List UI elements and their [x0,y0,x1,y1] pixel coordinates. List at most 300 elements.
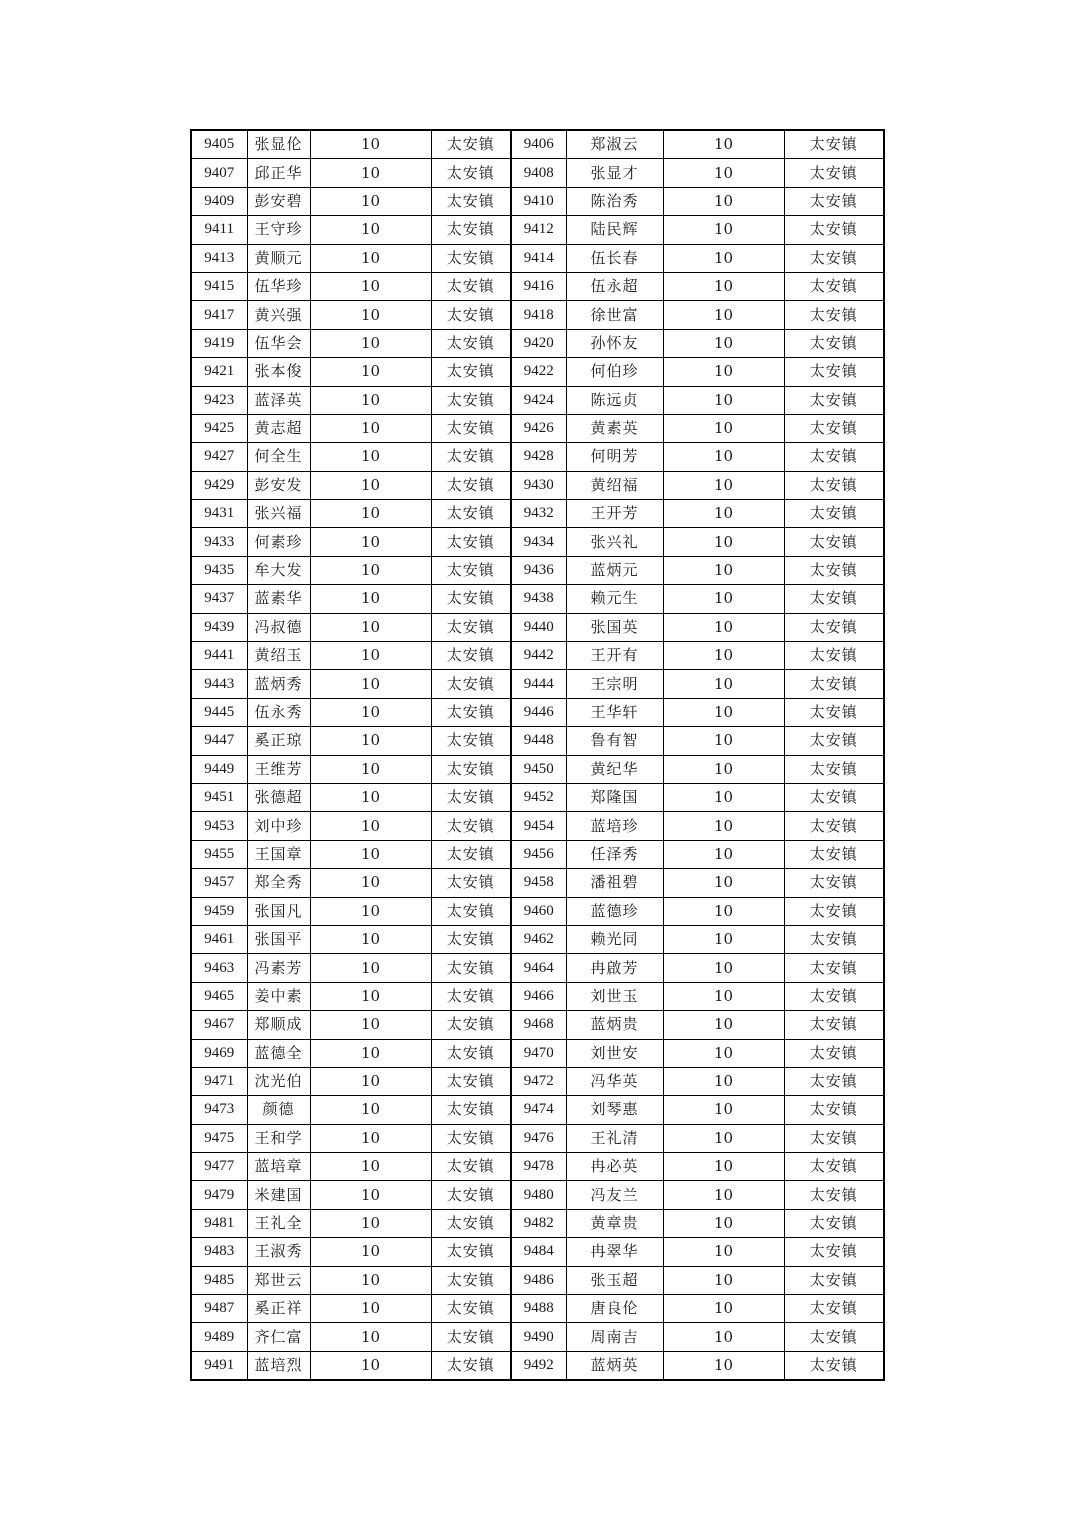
serial-number-cell: 9451 [191,783,247,811]
town-cell: 太安镇 [431,1011,511,1039]
amount-cell: 10 [310,358,431,386]
serial-number-cell: 9456 [511,840,566,868]
name-cell: 鲁有智 [566,727,663,755]
name-cell: 齐仁富 [247,1323,310,1351]
town-cell: 太安镇 [784,1067,884,1095]
serial-number-cell: 9419 [191,329,247,357]
amount-cell: 10 [663,358,784,386]
serial-number-cell: 9463 [191,954,247,982]
town-cell: 太安镇 [431,500,511,528]
table-row [191,500,884,528]
table-row [191,1067,884,1095]
serial-number-cell: 9428 [511,443,566,471]
town-cell: 太安镇 [431,869,511,897]
name-cell: 张国平 [247,925,310,953]
amount-cell: 10 [310,414,431,442]
serial-number-cell: 9485 [191,1266,247,1294]
town-cell: 太安镇 [784,613,884,641]
town-cell: 太安镇 [784,783,884,811]
table-row [191,954,884,982]
table-row [191,272,884,300]
serial-number-cell: 9446 [511,698,566,726]
table-row [191,130,884,159]
town-cell: 太安镇 [431,1351,511,1380]
amount-cell: 10 [310,1153,431,1181]
amount-cell: 10 [310,1124,431,1152]
name-cell: 蓝培烈 [247,1351,310,1380]
town-cell: 太安镇 [431,670,511,698]
serial-number-cell: 9457 [191,869,247,897]
town-cell: 太安镇 [431,386,511,414]
amount-cell: 10 [310,471,431,499]
name-cell: 蓝炳秀 [247,670,310,698]
serial-number-cell: 9408 [511,159,566,187]
town-cell: 太安镇 [431,130,511,159]
name-cell: 伍长春 [566,244,663,272]
serial-number-cell: 9465 [191,982,247,1010]
name-cell: 陈远贞 [566,386,663,414]
town-cell: 太安镇 [784,130,884,159]
name-cell: 王华轩 [566,698,663,726]
town-cell: 太安镇 [431,783,511,811]
town-cell: 太安镇 [784,386,884,414]
name-cell: 蓝德珍 [566,897,663,925]
serial-number-cell: 9470 [511,1039,566,1067]
amount-cell: 10 [663,1124,784,1152]
amount-cell: 10 [663,840,784,868]
serial-number-cell: 9488 [511,1295,566,1323]
name-cell: 赖元生 [566,585,663,613]
town-cell: 太安镇 [431,301,511,329]
serial-number-cell: 9415 [191,272,247,300]
amount-cell: 10 [663,1181,784,1209]
name-cell: 张国凡 [247,897,310,925]
serial-number-cell: 9473 [191,1096,247,1124]
serial-number-cell: 9474 [511,1096,566,1124]
amount-cell: 10 [663,1011,784,1039]
town-cell: 太安镇 [784,1323,884,1351]
amount-cell: 10 [663,1153,784,1181]
town-cell: 太安镇 [431,358,511,386]
serial-number-cell: 9475 [191,1124,247,1152]
serial-number-cell: 9460 [511,897,566,925]
table-row [191,783,884,811]
town-cell: 太安镇 [784,244,884,272]
table-row [191,1153,884,1181]
name-cell: 牟大发 [247,556,310,584]
name-cell: 奚正祥 [247,1295,310,1323]
serial-number-cell: 9430 [511,471,566,499]
amount-cell: 10 [310,1351,431,1380]
name-cell: 蓝炳英 [566,1351,663,1380]
town-cell: 太安镇 [431,925,511,953]
town-cell: 太安镇 [431,897,511,925]
town-cell: 太安镇 [431,642,511,670]
serial-number-cell: 9406 [511,130,566,159]
amount-cell: 10 [310,500,431,528]
serial-number-cell: 9437 [191,585,247,613]
table-row [191,1238,884,1266]
amount-cell: 10 [310,869,431,897]
town-cell: 太安镇 [431,585,511,613]
table-row [191,670,884,698]
serial-number-cell: 9489 [191,1323,247,1351]
serial-number-cell: 9429 [191,471,247,499]
name-cell: 张本俊 [247,358,310,386]
amount-cell: 10 [310,329,431,357]
town-cell: 太安镇 [431,698,511,726]
serial-number-cell: 9441 [191,642,247,670]
serial-number-cell: 9466 [511,982,566,1010]
town-cell: 太安镇 [784,1295,884,1323]
serial-number-cell: 9479 [191,1181,247,1209]
name-cell: 刘琴惠 [566,1096,663,1124]
town-cell: 太安镇 [784,954,884,982]
serial-number-cell: 9405 [191,130,247,159]
serial-number-cell: 9455 [191,840,247,868]
serial-number-cell: 9432 [511,500,566,528]
serial-number-cell: 9464 [511,954,566,982]
serial-number-cell: 9434 [511,528,566,556]
amount-cell: 10 [310,1323,431,1351]
town-cell: 太安镇 [784,443,884,471]
name-cell: 郑隆国 [566,783,663,811]
town-cell: 太安镇 [784,1181,884,1209]
town-cell: 太安镇 [784,727,884,755]
town-cell: 太安镇 [784,301,884,329]
amount-cell: 10 [310,443,431,471]
amount-cell: 10 [310,1096,431,1124]
serial-number-cell: 9491 [191,1351,247,1380]
town-cell: 太安镇 [431,1096,511,1124]
name-cell: 蓝炳贵 [566,1011,663,1039]
name-cell: 黄志超 [247,414,310,442]
name-cell: 张显才 [566,159,663,187]
serial-number-cell: 9411 [191,216,247,244]
town-cell: 太安镇 [431,528,511,556]
amount-cell: 10 [310,1181,431,1209]
serial-number-cell: 9422 [511,358,566,386]
amount-cell: 10 [663,1096,784,1124]
name-cell: 伍永超 [566,272,663,300]
amount-cell: 10 [310,159,431,187]
table-row [191,1295,884,1323]
serial-number-cell: 9448 [511,727,566,755]
table-row [191,698,884,726]
amount-cell: 10 [663,443,784,471]
amount-cell: 10 [310,727,431,755]
serial-number-cell: 9484 [511,1238,566,1266]
name-cell: 邱正华 [247,159,310,187]
serial-number-cell: 9445 [191,698,247,726]
name-cell: 沈光伯 [247,1067,310,1095]
name-cell: 刘世玉 [566,982,663,1010]
table-row [191,613,884,641]
table-row [191,727,884,755]
town-cell: 太安镇 [784,272,884,300]
town-cell: 太安镇 [431,1238,511,1266]
name-cell: 姜中素 [247,982,310,1010]
amount-cell: 10 [310,1295,431,1323]
town-cell: 太安镇 [431,471,511,499]
amount-cell: 10 [310,1039,431,1067]
town-cell: 太安镇 [784,528,884,556]
table-row [191,812,884,840]
amount-cell: 10 [663,1039,784,1067]
roster-table [190,129,885,1381]
name-cell: 黄素英 [566,414,663,442]
serial-number-cell: 9443 [191,670,247,698]
name-cell: 张国英 [566,613,663,641]
town-cell: 太安镇 [784,187,884,215]
town-cell: 太安镇 [784,840,884,868]
town-cell: 太安镇 [431,1039,511,1067]
amount-cell: 10 [663,187,784,215]
name-cell: 黄绍福 [566,471,663,499]
amount-cell: 10 [663,783,784,811]
town-cell: 太安镇 [431,613,511,641]
serial-number-cell: 9418 [511,301,566,329]
name-cell: 张玉超 [566,1266,663,1294]
name-cell: 陆民辉 [566,216,663,244]
table-row [191,216,884,244]
amount-cell: 10 [310,642,431,670]
amount-cell: 10 [310,698,431,726]
name-cell: 伍永秀 [247,698,310,726]
town-cell: 太安镇 [784,358,884,386]
town-cell: 太安镇 [431,982,511,1010]
name-cell: 任泽秀 [566,840,663,868]
name-cell: 徐世富 [566,301,663,329]
serial-number-cell: 9481 [191,1209,247,1237]
town-cell: 太安镇 [784,1096,884,1124]
town-cell: 太安镇 [431,840,511,868]
amount-cell: 10 [310,1266,431,1294]
serial-number-cell: 9477 [191,1153,247,1181]
town-cell: 太安镇 [431,1295,511,1323]
name-cell: 王开芳 [566,500,663,528]
serial-number-cell: 9482 [511,1209,566,1237]
name-cell: 蓝培珍 [566,812,663,840]
name-cell: 伍华会 [247,329,310,357]
amount-cell: 10 [663,1323,784,1351]
town-cell: 太安镇 [784,812,884,840]
serial-number-cell: 9442 [511,642,566,670]
serial-number-cell: 9492 [511,1351,566,1380]
table-row [191,840,884,868]
name-cell: 郑世云 [247,1266,310,1294]
name-cell: 孙怀友 [566,329,663,357]
town-cell: 太安镇 [431,272,511,300]
amount-cell: 10 [663,1266,784,1294]
serial-number-cell: 9416 [511,272,566,300]
serial-number-cell: 9427 [191,443,247,471]
amount-cell: 10 [310,812,431,840]
name-cell: 王淑秀 [247,1238,310,1266]
amount-cell: 10 [663,471,784,499]
serial-number-cell: 9436 [511,556,566,584]
town-cell: 太安镇 [784,216,884,244]
amount-cell: 10 [310,301,431,329]
name-cell: 黄章贵 [566,1209,663,1237]
serial-number-cell: 9431 [191,500,247,528]
name-cell: 蓝德全 [247,1039,310,1067]
table-row [191,1323,884,1351]
table-row [191,1096,884,1124]
amount-cell: 10 [663,216,784,244]
amount-cell: 10 [663,159,784,187]
amount-cell: 10 [663,670,784,698]
serial-number-cell: 9490 [511,1323,566,1351]
table-row [191,443,884,471]
town-cell: 太安镇 [431,812,511,840]
amount-cell: 10 [663,1238,784,1266]
name-cell: 蓝泽英 [247,386,310,414]
serial-number-cell: 9438 [511,585,566,613]
table-row [191,1266,884,1294]
town-cell: 太安镇 [784,869,884,897]
town-cell: 太安镇 [784,1124,884,1152]
serial-number-cell: 9480 [511,1181,566,1209]
town-cell: 太安镇 [431,1067,511,1095]
town-cell: 太安镇 [431,1266,511,1294]
amount-cell: 10 [663,386,784,414]
town-cell: 太安镇 [431,1124,511,1152]
table-row [191,755,884,783]
serial-number-cell: 9461 [191,925,247,953]
amount-cell: 10 [663,925,784,953]
name-cell: 颜德 [247,1096,310,1124]
name-cell: 潘祖碧 [566,869,663,897]
table-row [191,1351,884,1380]
amount-cell: 10 [663,755,784,783]
amount-cell: 10 [663,329,784,357]
name-cell: 黄绍玉 [247,642,310,670]
serial-number-cell: 9421 [191,358,247,386]
serial-number-cell: 9487 [191,1295,247,1323]
town-cell: 太安镇 [784,642,884,670]
town-cell: 太安镇 [431,1181,511,1209]
name-cell: 何全生 [247,443,310,471]
name-cell: 彭安发 [247,471,310,499]
table-row [191,414,884,442]
name-cell: 王和学 [247,1124,310,1152]
serial-number-cell: 9440 [511,613,566,641]
name-cell: 黄顺元 [247,244,310,272]
serial-number-cell: 9471 [191,1067,247,1095]
serial-number-cell: 9467 [191,1011,247,1039]
town-cell: 太安镇 [784,556,884,584]
serial-number-cell: 9444 [511,670,566,698]
town-cell: 太安镇 [784,329,884,357]
serial-number-cell: 9439 [191,613,247,641]
table-row [191,159,884,187]
serial-number-cell: 9452 [511,783,566,811]
serial-number-cell: 9459 [191,897,247,925]
amount-cell: 10 [310,925,431,953]
town-cell: 太安镇 [784,1238,884,1266]
amount-cell: 10 [310,613,431,641]
table-row [191,1124,884,1152]
table-row [191,358,884,386]
name-cell: 王开有 [566,642,663,670]
serial-number-cell: 9413 [191,244,247,272]
name-cell: 何素珍 [247,528,310,556]
name-cell: 王维芳 [247,755,310,783]
town-cell: 太安镇 [431,244,511,272]
name-cell: 王礼清 [566,1124,663,1152]
town-cell: 太安镇 [784,897,884,925]
table-row [191,301,884,329]
serial-number-cell: 9424 [511,386,566,414]
serial-number-cell: 9469 [191,1039,247,1067]
amount-cell: 10 [663,954,784,982]
amount-cell: 10 [310,187,431,215]
amount-cell: 10 [663,528,784,556]
table-row [191,869,884,897]
name-cell: 蓝炳元 [566,556,663,584]
amount-cell: 10 [310,528,431,556]
name-cell: 冯叔德 [247,613,310,641]
name-cell: 王礼全 [247,1209,310,1237]
amount-cell: 10 [310,670,431,698]
town-cell: 太安镇 [784,1011,884,1039]
town-cell: 太安镇 [784,471,884,499]
amount-cell: 10 [663,869,784,897]
name-cell: 唐良伦 [566,1295,663,1323]
amount-cell: 10 [310,755,431,783]
amount-cell: 10 [663,301,784,329]
table-row [191,585,884,613]
serial-number-cell: 9412 [511,216,566,244]
amount-cell: 10 [310,244,431,272]
amount-cell: 10 [663,500,784,528]
amount-cell: 10 [310,386,431,414]
town-cell: 太安镇 [784,1153,884,1181]
amount-cell: 10 [310,954,431,982]
name-cell: 黄兴强 [247,301,310,329]
serial-number-cell: 9483 [191,1238,247,1266]
town-cell: 太安镇 [431,329,511,357]
amount-cell: 10 [663,130,784,159]
roster-body [191,130,884,1380]
amount-cell: 10 [310,556,431,584]
name-cell: 张兴福 [247,500,310,528]
table-row [191,897,884,925]
serial-number-cell: 9472 [511,1067,566,1095]
name-cell: 王守珍 [247,216,310,244]
serial-number-cell: 9420 [511,329,566,357]
serial-number-cell: 9407 [191,159,247,187]
amount-cell: 10 [310,216,431,244]
table-row [191,386,884,414]
town-cell: 太安镇 [784,755,884,783]
amount-cell: 10 [663,1067,784,1095]
table-row [191,1181,884,1209]
amount-cell: 10 [663,244,784,272]
serial-number-cell: 9426 [511,414,566,442]
town-cell: 太安镇 [431,1323,511,1351]
town-cell: 太安镇 [431,755,511,783]
table-row [191,329,884,357]
amount-cell: 10 [663,1295,784,1323]
name-cell: 张显伦 [247,130,310,159]
town-cell: 太安镇 [784,1209,884,1237]
town-cell: 太安镇 [784,1351,884,1380]
amount-cell: 10 [663,272,784,300]
table-row [191,471,884,499]
town-cell: 太安镇 [784,925,884,953]
